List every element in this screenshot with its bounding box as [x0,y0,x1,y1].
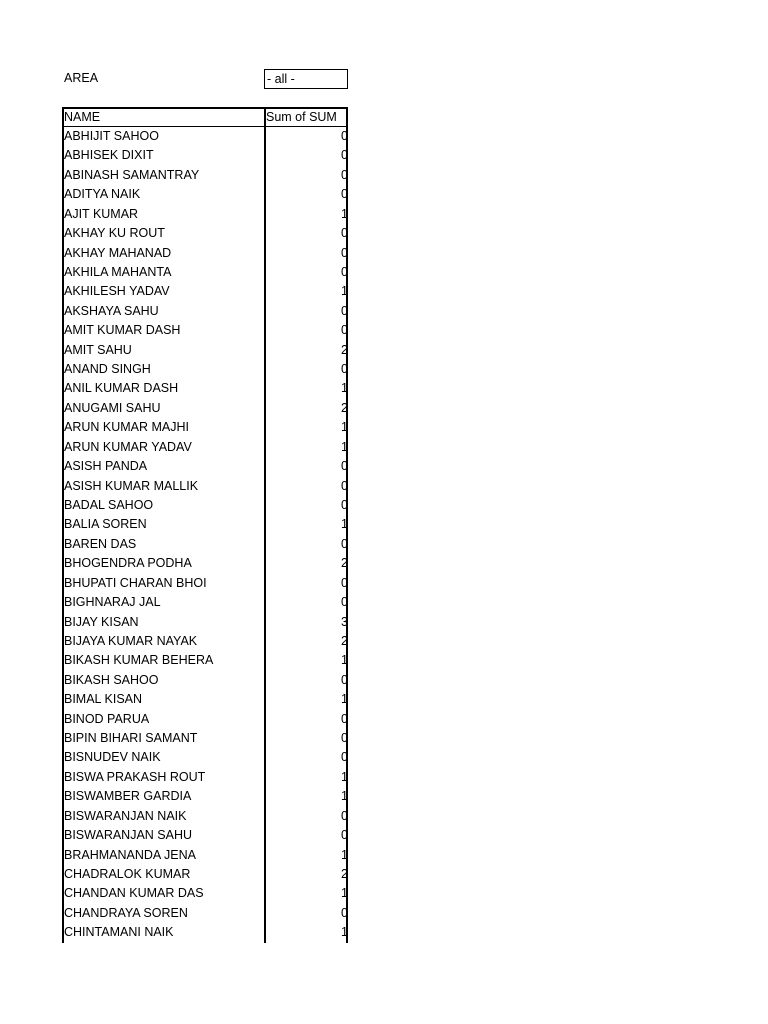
table-row[interactable] [62,418,348,437]
table-row[interactable] [62,846,348,865]
row-sum-value: 0 [341,478,348,493]
column-header-name[interactable]: NAME [64,110,101,124]
area-filter-label: AREA [64,71,99,85]
table-row[interactable] [62,554,348,573]
row-sum-value: 0 [341,536,348,551]
table-row[interactable] [62,341,348,360]
row-sum-value: 1 [341,206,348,221]
table-row[interactable] [62,379,348,398]
row-sum-value: 0 [341,905,348,920]
pivot-table [62,107,348,943]
table-row[interactable] [62,574,348,593]
table-row[interactable] [62,146,348,165]
row-name: ADITYA NAIK [64,187,141,202]
row-sum-value: 1 [341,420,348,435]
table-row[interactable] [62,787,348,806]
row-name: AMIT SAHU [64,342,132,357]
row-name: AJIT KUMAR [64,206,139,221]
row-sum-value: 0 [341,303,348,318]
row-sum-value: 0 [341,129,348,143]
row-name: ANIL KUMAR DASH [64,381,179,396]
row-sum-value: 2 [341,866,348,881]
row-name: CHANDAN KUMAR DAS [64,886,204,901]
row-sum-value: 0 [341,595,348,610]
table-row[interactable] [62,748,348,767]
row-sum-value: 1 [341,653,348,668]
table-row[interactable] [62,826,348,845]
row-name: CHADRALOK KUMAR [64,866,191,881]
row-name: ABHIJIT SAHOO [64,129,159,143]
row-name: BIGHNARAJ JAL [64,595,161,610]
table-row[interactable] [62,477,348,496]
row-name: BIJAYA KUMAR NAYAK [64,633,198,648]
row-name: BIMAL KISAN [64,692,143,707]
row-sum-value: 0 [341,575,348,590]
table-row[interactable] [62,865,348,884]
table-row[interactable] [62,321,348,340]
row-name: BIKASH SAHOO [64,672,159,687]
row-sum-value: 0 [341,808,348,823]
table-row[interactable] [62,710,348,729]
row-sum-value: 0 [341,497,348,512]
row-name: AKSHAYA SAHU [64,303,159,318]
row-name: ABHISEK DIXIT [64,148,154,163]
area-filter-dropdown[interactable] [264,69,348,89]
table-row[interactable] [62,263,348,282]
row-name: ANUGAMI SAHU [64,400,161,415]
table-row[interactable] [62,438,348,457]
area-filter-value: - all - [267,72,295,86]
row-sum-value: 1 [341,925,348,940]
table-row[interactable] [62,224,348,243]
row-sum-value: 0 [341,323,348,338]
row-sum-value: 0 [341,167,348,182]
table-row[interactable] [62,399,348,418]
table-row[interactable] [62,593,348,612]
row-sum-value: 1 [341,381,348,396]
table-row[interactable] [62,166,348,185]
table-row[interactable] [62,457,348,476]
row-sum-value: 0 [341,148,348,163]
row-name: ABINASH SAMANTRAY [64,167,200,182]
row-name: BIKASH KUMAR BEHERA [64,653,214,668]
row-sum-value: 0 [341,226,348,241]
table-row[interactable] [62,884,348,903]
row-name: AKHILA MAHANTA [64,264,172,279]
row-name: BAREN DAS [64,536,137,551]
table-row[interactable] [62,729,348,748]
table-row[interactable] [62,768,348,787]
row-sum-value: 0 [341,828,348,843]
row-name: BALIA SOREN [64,517,147,532]
table-row[interactable] [62,690,348,709]
row-sum-value: 1 [341,284,348,299]
row-sum-value: 0 [341,459,348,474]
row-name: BISWARANJAN NAIK [64,808,187,823]
row-sum-value: 1 [341,439,348,454]
row-name: ARUN KUMAR MAJHI [64,420,190,435]
row-sum-value: 0 [341,362,348,377]
row-sum-value: 2 [341,342,348,357]
column-header-sum[interactable]: Sum of SUM [266,110,337,124]
row-name: BISWAMBER GARDIA [64,789,192,804]
row-sum-value: 1 [341,692,348,707]
row-name: AMIT KUMAR DASH [64,323,181,338]
row-name: BHUPATI CHARAN BHOI [64,575,207,590]
row-name: BIPIN BIHARI SAMANT [64,731,198,746]
row-sum-value: 0 [341,711,348,726]
table-row[interactable] [62,535,348,554]
table-row[interactable] [62,127,348,146]
row-sum-value: 0 [341,264,348,279]
row-name: AKHILESH YADAV [64,284,170,299]
row-sum-value: 3 [341,614,348,629]
row-sum-value: 0 [341,672,348,687]
row-sum-value: 0 [341,245,348,260]
table-row[interactable] [62,632,348,651]
row-name: CHANDRAYA SOREN [64,905,188,920]
row-sum-value: 1 [341,517,348,532]
table-row[interactable] [62,205,348,224]
table-row[interactable] [62,904,348,923]
table-row[interactable] [62,515,348,534]
table-row[interactable] [62,282,348,301]
row-sum-value: 0 [341,750,348,765]
row-sum-value: 2 [341,633,348,648]
row-name: BADAL SAHOO [64,497,154,512]
table-row[interactable] [62,807,348,826]
table-row[interactable] [62,185,348,204]
table-row[interactable] [62,244,348,263]
row-name: BISNUDEV NAIK [64,750,161,765]
row-name: BIJAY KISAN [64,614,139,629]
row-sum-value: 0 [341,731,348,746]
table-row[interactable] [62,923,348,942]
row-name: BINOD PARUA [64,711,150,726]
row-name: BISWARANJAN SAHU [64,828,193,843]
table-row[interactable] [62,671,348,690]
row-name: BISWA PRAKASH ROUT [64,769,206,784]
table-row[interactable] [62,651,348,670]
row-sum-value: 2 [341,400,348,415]
row-name: AKHAY MAHANAD [64,245,172,260]
table-row[interactable] [62,496,348,515]
row-sum-value: 1 [341,769,348,784]
row-name: ASISH PANDA [64,459,148,474]
row-name: ARUN KUMAR YADAV [64,439,192,454]
row-name: CHINTAMANI NAIK [64,925,174,940]
table-row[interactable] [62,613,348,632]
row-name: BRAHMANANDA JENA [64,847,196,862]
table-row[interactable] [62,360,348,379]
row-sum-value: 1 [341,847,348,862]
row-name: ANAND SINGH [64,362,151,377]
row-name: BHOGENDRA PODHA [64,556,192,571]
row-sum-value: 0 [341,187,348,202]
table-body [62,107,348,943]
table-row[interactable] [62,302,348,321]
row-sum-value: 1 [341,789,348,804]
row-name: ASISH KUMAR MALLIK [64,478,199,493]
row-sum-value: 1 [341,886,348,901]
row-name: AKHAY KU ROUT [64,226,165,241]
row-sum-value: 2 [341,556,348,571]
